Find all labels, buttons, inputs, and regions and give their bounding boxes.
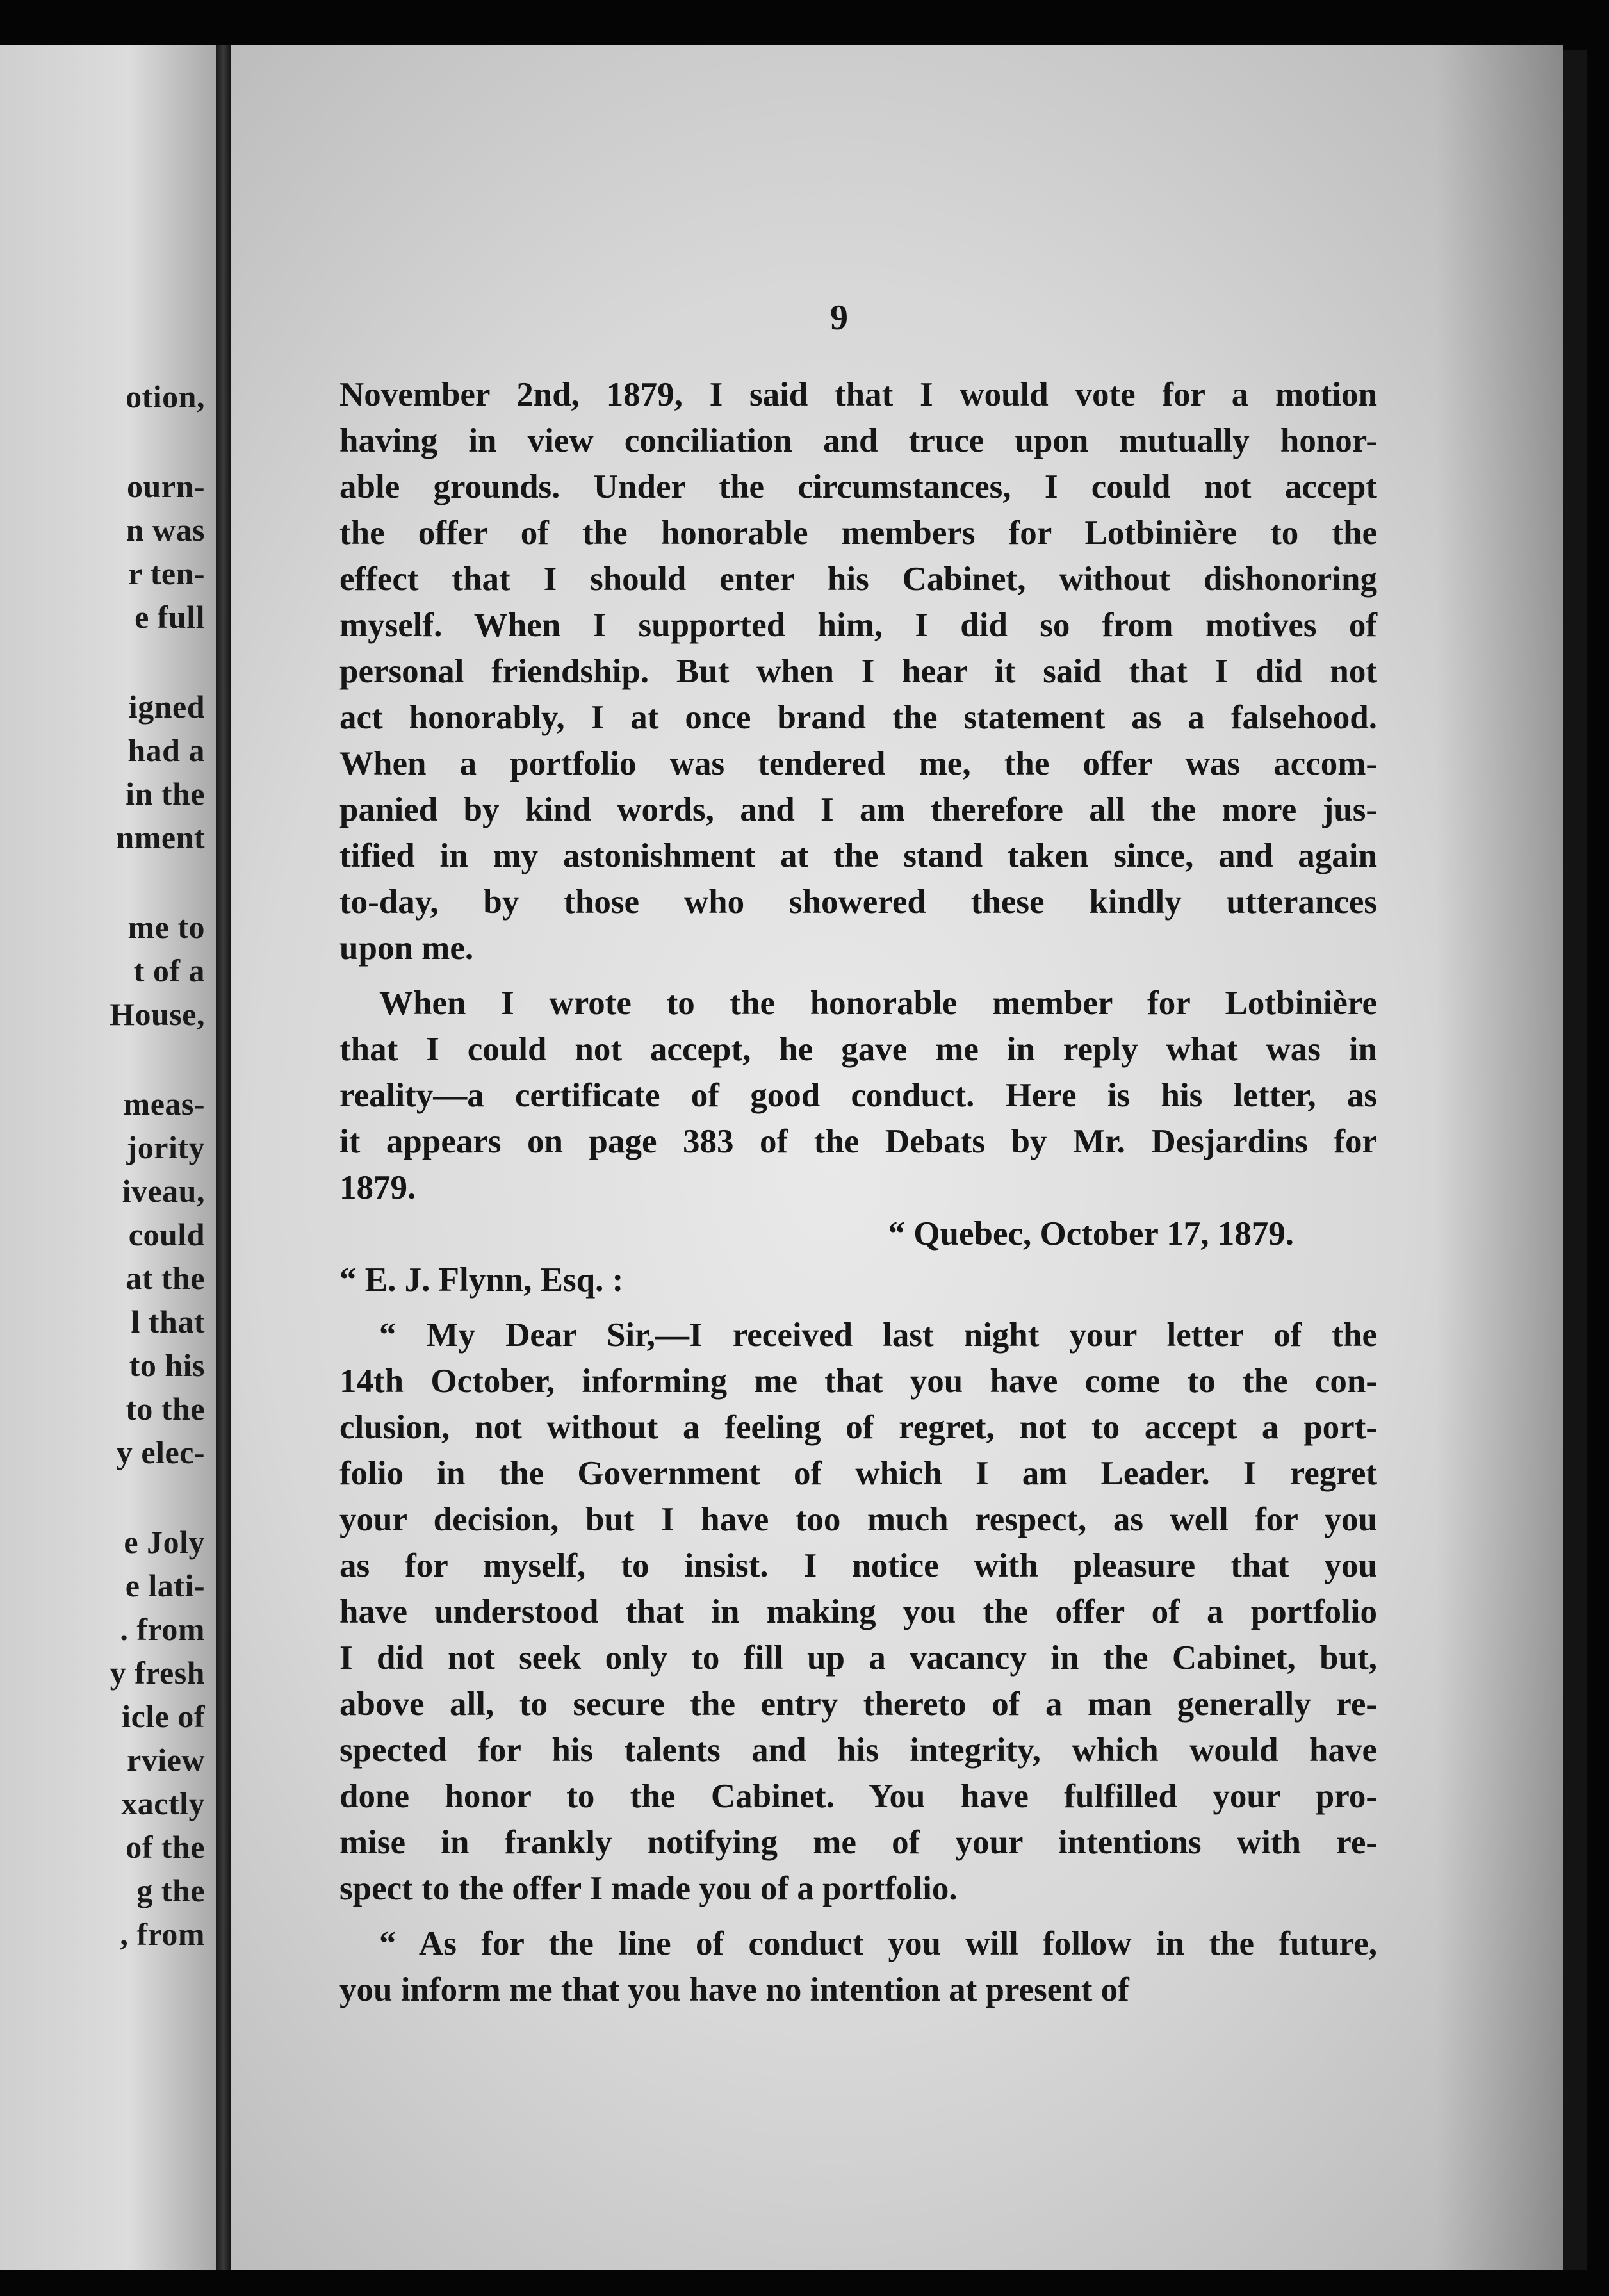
text-line: as for myself, to insist. I notice with pleasure that you [339, 1547, 1377, 1584]
text-line: act honorably, I at once brand the statement as a falsehood. [339, 699, 1377, 736]
left-page-fragment: of the [126, 1829, 205, 1865]
text-line: done honor to the Cabinet. You have fulfilled your pro- [339, 1778, 1377, 1815]
text-line: When a portfolio was tendered me, the offer was accom- [339, 745, 1377, 782]
text-line: having in view conciliation and truce upon mutually honor- [339, 422, 1377, 459]
text-line: your decision, but I have too much respect, as well for you [339, 1501, 1377, 1538]
left-page-fragment: to the [126, 1391, 205, 1427]
text-line: panied by kind words, and I am therefore all the more jus- [339, 791, 1377, 828]
book-gutter [216, 45, 231, 2274]
left-page-fragment: e Joly [124, 1524, 205, 1560]
paragraph-1 [339, 372, 1377, 971]
left-page-fragment: House, [110, 996, 205, 1032]
text-line: “ As for the line of conduct you will follow in the future, [379, 1925, 1377, 1962]
text-line: above all, to secure the entry thereto of a man generally re- [339, 1685, 1377, 1723]
left-page-fragment: ourn- [127, 468, 205, 504]
text-line: spected for his talents and his integrity, which would have [339, 1732, 1377, 1769]
text-line: the offer of the honorable members for Lotbinière to the [339, 514, 1377, 552]
left-page-fragment: g the [136, 1873, 205, 1908]
left-page-fragment: t of a [133, 953, 205, 988]
scan-border-bottom [0, 2270, 1609, 2296]
left-page-fragment: e full [135, 599, 205, 635]
text-line: November 2nd, 1879, I said that I would vote for a motion [339, 376, 1377, 413]
text-line: have understood that in making you the offer of a portfolio [339, 1593, 1377, 1630]
letter-body-1 [339, 1312, 1377, 1912]
left-page-fragment: igned [128, 689, 205, 725]
left-page-fragment: to his [129, 1347, 205, 1383]
left-page-fragment: could [128, 1217, 205, 1252]
scan-border-right [1587, 0, 1609, 2296]
left-page-fragment: jority [126, 1129, 205, 1165]
left-page-fragment: meas- [123, 1086, 205, 1122]
text-line: that I could not accept, he gave me in reply what was in [339, 1031, 1377, 1068]
left-page-fragment: e lati- [125, 1568, 205, 1603]
left-page-edge [0, 45, 216, 2274]
left-page-fragment: rview [127, 1742, 205, 1778]
page-text [339, 372, 1377, 2013]
text-line: tified in my astonishment at the stand taken since, and again [339, 837, 1377, 874]
text-line: you inform me that you have no intention at present of [339, 1971, 1129, 2008]
text-line: 1879. [339, 1169, 416, 1206]
left-page-fragment: otion, [126, 379, 205, 414]
left-page-fragment: . from [120, 1611, 205, 1647]
text-line: I did not seek only to fill up a vacancy in the Cabinet, but, [339, 1639, 1377, 1677]
text-line: “ My Dear Sir,—I received last night your letter of the [379, 1316, 1377, 1354]
left-page-fragment: xactly [121, 1785, 205, 1821]
text-line: personal friendship. But when I hear it said that I did not [339, 653, 1377, 690]
text-line: effect that I should enter his Cabinet, without dishonoring [339, 561, 1377, 598]
left-page-fragment: y elec- [116, 1434, 205, 1470]
left-page-fragment: , from [120, 1916, 205, 1952]
text-line: reality—a certificate of good conduct. Here is his letter, as [339, 1077, 1377, 1114]
text-line: myself. When I supported him, I did so from motives of [339, 607, 1377, 644]
left-page-fragment: r ten- [127, 555, 205, 591]
scan-border-top [0, 0, 1609, 50]
left-page-fragment: at the [126, 1260, 205, 1296]
text-line: When I wrote to the honorable member for Lotbinière [379, 985, 1377, 1022]
text-line: it appears on page 383 of the Debats by Mr. Desjardins for [339, 1123, 1377, 1160]
left-page-fragment: had a [127, 732, 205, 768]
left-page-fragment: l that [131, 1304, 205, 1340]
text-line: able grounds. Under the circumstances, I could not accept [339, 468, 1377, 505]
left-page-fragment: in the [126, 776, 205, 812]
text-line: clusion, not without a feeling of regret, not to accept a port- [339, 1409, 1377, 1446]
page-number: 9 [830, 298, 848, 338]
text-line: 14th October, informing me that you have come to the con- [339, 1363, 1377, 1400]
left-page-fragment: n was [126, 512, 205, 548]
left-page-fragment: iveau, [122, 1173, 205, 1209]
left-page-fragment: y fresh [110, 1655, 205, 1691]
text-line: mise in frankly notifying me of your intentions with re- [339, 1824, 1377, 1861]
text-line: upon me. [339, 930, 474, 967]
text-line: spect to the offer I made you of a portfolio. [339, 1870, 958, 1907]
letter-salutation: “ E. J. Flynn, Esq. : [339, 1261, 624, 1299]
paragraph-2 [339, 980, 1377, 1211]
page-shading [1435, 45, 1563, 2274]
text-line: to-day, by those who showered these kindly utterances [339, 883, 1377, 921]
left-page-fragment: me to [127, 909, 205, 945]
letter-body-2 [339, 1921, 1377, 2013]
left-page-fragment: icle of [122, 1698, 205, 1734]
letter-dateline: “ Quebec, October 17, 1879. [888, 1215, 1294, 1252]
left-page-fragment: nment [116, 819, 205, 855]
text-line: folio in the Government of which I am Leader. I regret [339, 1455, 1377, 1492]
